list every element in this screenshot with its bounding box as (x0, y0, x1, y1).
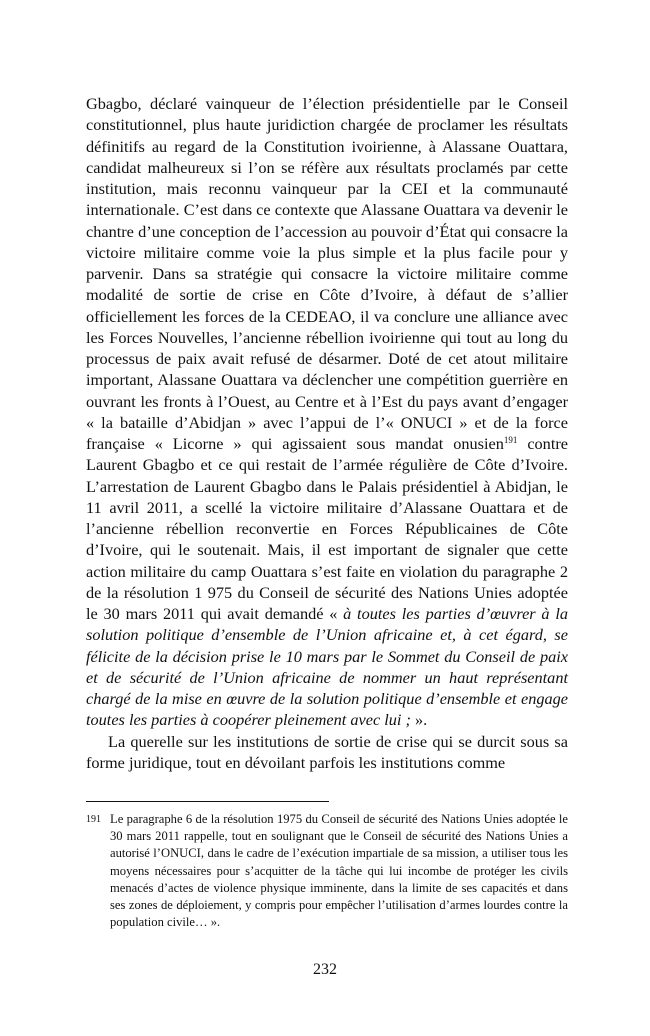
footnote-number: 191 (86, 814, 101, 825)
footnote-reference[interactable]: 191 (503, 435, 518, 445)
page-number: 232 (313, 961, 337, 978)
paragraph-1 (86, 93, 568, 731)
paragraph-1-text-b: contre Laurent Gbagbo et ce qui restait de l’armée régulière de Côte d’Ivoire. L’arrestation de Laurent Gbagbo dans le Palais présidentiel à Abidjan, le 11 avril 2011, a scellé la victoire militaire d’Alassane Ouattara et de l’ancienne rébellion reconvertie en Forces Républicaines de Côte d’Ivoire, qui le soutenait. Mais, il est important de signaler que cette action militaire du camp Ouattara s’est faite en violation du paragraphe 2 de la résolution 1 975 du Conseil de sécurité des Nations Unies adoptée le 30 mars 2011 qui avait demandé « (86, 434, 568, 623)
resolution-quote: à toutes les parties d’œuvrer à la solution politique d’ensemble de l’Union africaine et, à cet égard, se félicite de la décision prise le 10 mars par le Sommet du Conseil de paix et de sécurité de l’Union africaine de nommer un haut représentant chargé de la mise en œuvre de la solution politique d’ensemble et engage toutes les parties à coopérer pleinement avec lui ; (86, 604, 568, 730)
footnote-text: Le paragraphe 6 de la résolution 1975 du Conseil de sécurité des Nations Unies adoptée le 30 mars 2011 rappelle, tout en soulignant que le Conseil de sécurité des Nations Unies a autorisé l’ONUCI, dans le cadre de l’exécution impartiale de sa mission, a utiliser tous les moyens nécessaires pour s’acquitter de la tâche qui lui incombe de protéger les civils menacés d’actes de violence physique imminente, dans la limite de ses capacités et dans ses zones de déploiement, y compris pour empêcher l’utilisation d’armes lourdes contre la population civile… ». (110, 812, 568, 930)
quote-closing: ». (410, 710, 428, 730)
paragraph-2: La querelle sur les institutions de sortie de crise qui se durcit sous sa forme juridique, tout en dévoilant parfois les institutions comme (86, 731, 568, 772)
body-text (86, 93, 568, 773)
footnote-separator (86, 801, 329, 802)
footnote (86, 811, 568, 931)
paragraph-1-text-a: Gbagbo, déclaré vainqueur de l’élection présidentielle par le Conseil constitutionnel, plus haute juridiction chargée de proclamer les résultats définitifs au regard de la Constitution ivoirienne, à Alassane Ouattara, candidat malheureux si l’on se réfère aux résultats proclamés par cette institution, mais reconnu vainqueur par la CEI et la communauté internationale. C’est dans ce contexte que Alassane Ouattara va devenir le chantre d’une conception de l’accession au pouvoir d’État qui consacre la victoire militaire comme voie la plus simple et la plus facile pour y parvenir. Dans sa stratégie qui consacre la victoire militaire comme modalité de sortie de crise en Côte d’Ivoire, à défaut de s’allier officiellement les forces de la CEDEAO, il va conclure une alliance avec les Forces Nouvelles, l’ancienne rébellion ivoirienne qui tout au long du processus de paix avait refusé de désarmer. Doté de cet atout militaire important, Alassane Ouattara va déclencher une compétition guerrière en ouvrant les fronts à l’Ouest, au Centre et à l’Est du pays avant d’engager « la bataille d’Abidjan » avec l’appui de l’« ONUCI » et de la force française « Licorne » qui agissaient sous mandat onusien (86, 94, 568, 453)
